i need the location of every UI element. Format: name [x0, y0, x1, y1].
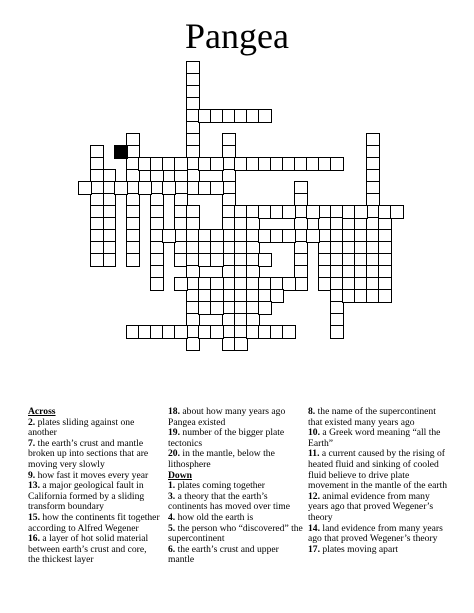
- grid-cell[interactable]: [378, 289, 392, 303]
- grid-cell[interactable]: [210, 157, 224, 171]
- clue-column-3: [308, 407, 448, 555]
- clue-down-1: 1. plates coming together: [168, 480, 265, 492]
- clue-down-17: 17. plates moving apart: [308, 543, 399, 555]
- clue-across-2: 2. plates sliding against one another: [28, 416, 135, 439]
- grid-cell[interactable]: [210, 301, 224, 315]
- grid-cell[interactable]: [306, 229, 320, 243]
- grid-cell[interactable]: [282, 277, 296, 291]
- clue-across-19: 19. number of the bigger plate tectonics: [168, 427, 285, 449]
- grid-cell[interactable]: [330, 325, 344, 339]
- clue-down-12: 12. animal evidence from many years ago that proved Wegener’s theory: [308, 490, 434, 523]
- grid-cell[interactable]: [282, 205, 296, 219]
- grid-cell[interactable]: [390, 205, 404, 219]
- grid-cell[interactable]: [306, 205, 320, 219]
- across-heading: Across: [28, 406, 56, 417]
- black-square: [114, 145, 128, 159]
- clue-down-8: 8. the name of the supercontinent that existed many years ago: [308, 406, 436, 428]
- grid-cell[interactable]: [234, 337, 248, 351]
- grid-cell[interactable]: [294, 277, 308, 291]
- grid-cell[interactable]: [126, 253, 140, 267]
- clue-across-13: 13. a major geological fault in California formed by a sliding transform boundary: [28, 480, 145, 513]
- clue-across-20: 20. in the mantle, below the lithosphere: [168, 448, 275, 470]
- clue-down-4: 4. how old the earth is: [168, 511, 254, 523]
- grid-cell[interactable]: [354, 205, 368, 219]
- puzzle-title: Pangea: [185, 16, 289, 56]
- grid-cell[interactable]: [90, 253, 104, 267]
- grid-cell[interactable]: [174, 325, 188, 339]
- grid-cell[interactable]: [162, 229, 176, 243]
- grid-cell[interactable]: [282, 325, 296, 339]
- clue-column-2: [168, 407, 303, 566]
- grid-cell[interactable]: [270, 289, 284, 303]
- grid-cell[interactable]: [258, 109, 272, 123]
- grid-cell[interactable]: [258, 301, 272, 315]
- clue-down-10: 10. a Greek word meaning “all the Earth”: [308, 427, 441, 449]
- grid-cell[interactable]: [210, 325, 224, 339]
- clue-down-11: 11. a current caused by the rising of heated fluid and sinking of cooled fluid believe to drive plate movement in the mantle of the earth: [308, 448, 448, 492]
- clue-across-15: 15. how the continents fit together according to Alfred Wegener: [28, 511, 160, 534]
- grid-cell[interactable]: [174, 277, 188, 291]
- down-heading: Down: [168, 469, 192, 481]
- clue-down-14: 14. land evidence from many years ago that proved Wegener’s theory: [308, 522, 443, 545]
- clue-across-9: 9. how fast it moves every year: [28, 469, 149, 481]
- clue-across-7: 7. the earth’s crust and mantle broken up into sections that are moving very slowly: [28, 437, 149, 470]
- clue-down-5: 5. the person who “discovered” the supercontinent: [168, 522, 303, 545]
- grid-cell[interactable]: [186, 337, 200, 351]
- grid-cell[interactable]: [258, 253, 272, 267]
- grid-cell[interactable]: [150, 277, 164, 291]
- clue-across-18: 18. about how many years ago Pangea existed: [168, 406, 286, 428]
- grid-cell[interactable]: [162, 181, 176, 195]
- clue-across-16: 16. a layer of hot solid material between earth’s crust and core, the thickest layer: [28, 533, 149, 566]
- grid-cell[interactable]: [210, 253, 224, 267]
- grid-cell[interactable]: [102, 253, 116, 267]
- grid-cell[interactable]: [174, 157, 188, 171]
- clue-column-1: [28, 407, 160, 566]
- grid-cell[interactable]: [210, 181, 224, 195]
- grid-cell[interactable]: [114, 181, 128, 195]
- clue-down-3: 3. a theory that the earth’s continents has moved over time: [168, 490, 291, 513]
- clue-down-6: 6. the earth’s crust and upper mantle: [168, 543, 279, 566]
- grid-cell[interactable]: [282, 229, 296, 243]
- grid-cell[interactable]: [138, 181, 152, 195]
- grid-cell[interactable]: [78, 181, 92, 195]
- grid-cell[interactable]: [330, 157, 344, 171]
